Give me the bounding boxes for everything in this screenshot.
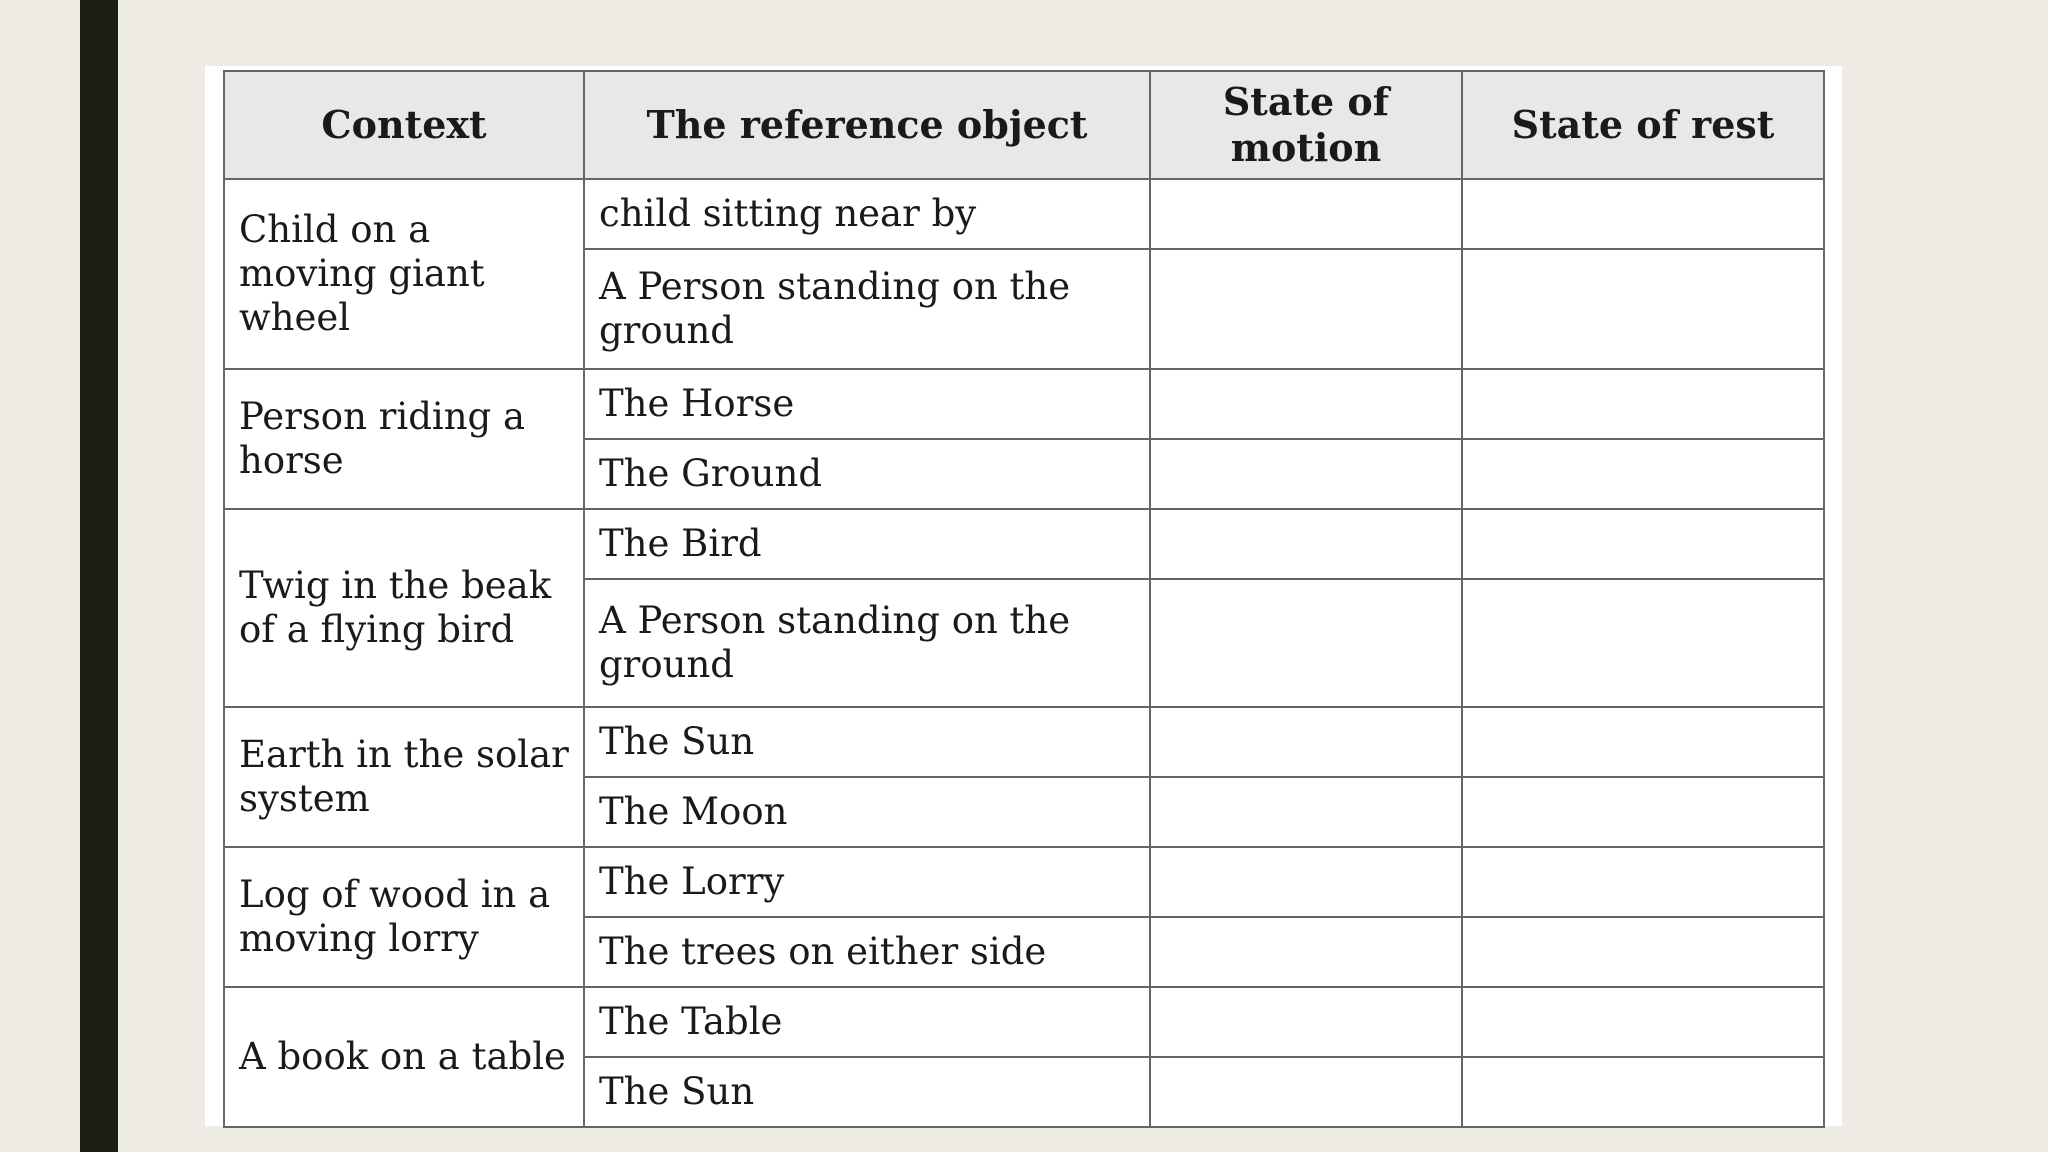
motion-cell <box>1150 369 1462 439</box>
table-header-row <box>224 71 1824 179</box>
table-row <box>224 987 1824 1057</box>
reference-cell: child sitting near by <box>584 179 1150 249</box>
rest-cell <box>1462 847 1824 917</box>
reference-cell: The Sun <box>584 1057 1150 1127</box>
reference-cell: The Bird <box>584 509 1150 579</box>
rest-cell <box>1462 579 1824 707</box>
rest-cell <box>1462 249 1824 369</box>
rest-cell <box>1462 917 1824 987</box>
context-cell: Person riding a horse <box>224 369 584 509</box>
motion-cell <box>1150 179 1462 249</box>
table-row <box>224 707 1824 777</box>
motion-cell <box>1150 439 1462 509</box>
context-cell: Earth in the solar system <box>224 707 584 847</box>
left-accent-bar <box>80 0 118 1152</box>
motion-cell <box>1150 579 1462 707</box>
reference-cell: A Person standing on the ground <box>584 249 1150 369</box>
rest-cell <box>1462 987 1824 1057</box>
reference-cell: A Person standing on the ground <box>584 579 1150 707</box>
table-row <box>224 179 1824 249</box>
reference-cell: The Lorry <box>584 847 1150 917</box>
motion-cell <box>1150 777 1462 847</box>
header-state-of-motion: State of motion <box>1150 71 1462 179</box>
rest-cell <box>1462 777 1824 847</box>
motion-cell <box>1150 509 1462 579</box>
context-cell: Child on a moving giant wheel <box>224 179 584 369</box>
rest-cell <box>1462 369 1824 439</box>
rest-cell <box>1462 439 1824 509</box>
rest-cell <box>1462 179 1824 249</box>
header-reference-object: The reference object <box>584 71 1150 179</box>
header-context: Context <box>224 71 584 179</box>
motion-cell <box>1150 249 1462 369</box>
rest-cell <box>1462 509 1824 579</box>
motion-cell <box>1150 707 1462 777</box>
table-row <box>224 369 1824 439</box>
motion-cell <box>1150 1057 1462 1127</box>
header-state-of-rest: State of rest <box>1462 71 1824 179</box>
motion-cell <box>1150 987 1462 1057</box>
context-cell: Log of wood in a moving lorry <box>224 847 584 987</box>
reference-cell: The Sun <box>584 707 1150 777</box>
context-cell: Twig in the beak of a flying bird <box>224 509 584 707</box>
reference-cell: The Table <box>584 987 1150 1057</box>
motion-cell <box>1150 917 1462 987</box>
reference-cell: The Ground <box>584 439 1150 509</box>
table-row <box>224 509 1824 579</box>
rest-cell <box>1462 707 1824 777</box>
table-row <box>224 847 1824 917</box>
reference-cell: The Moon <box>584 777 1150 847</box>
motion-cell <box>1150 847 1462 917</box>
context-cell: A book on a table <box>224 987 584 1127</box>
reference-frame-table <box>223 70 1825 1128</box>
table-sheet <box>205 66 1842 1126</box>
rest-cell <box>1462 1057 1824 1127</box>
reference-cell: The Horse <box>584 369 1150 439</box>
reference-cell: The trees on either side <box>584 917 1150 987</box>
